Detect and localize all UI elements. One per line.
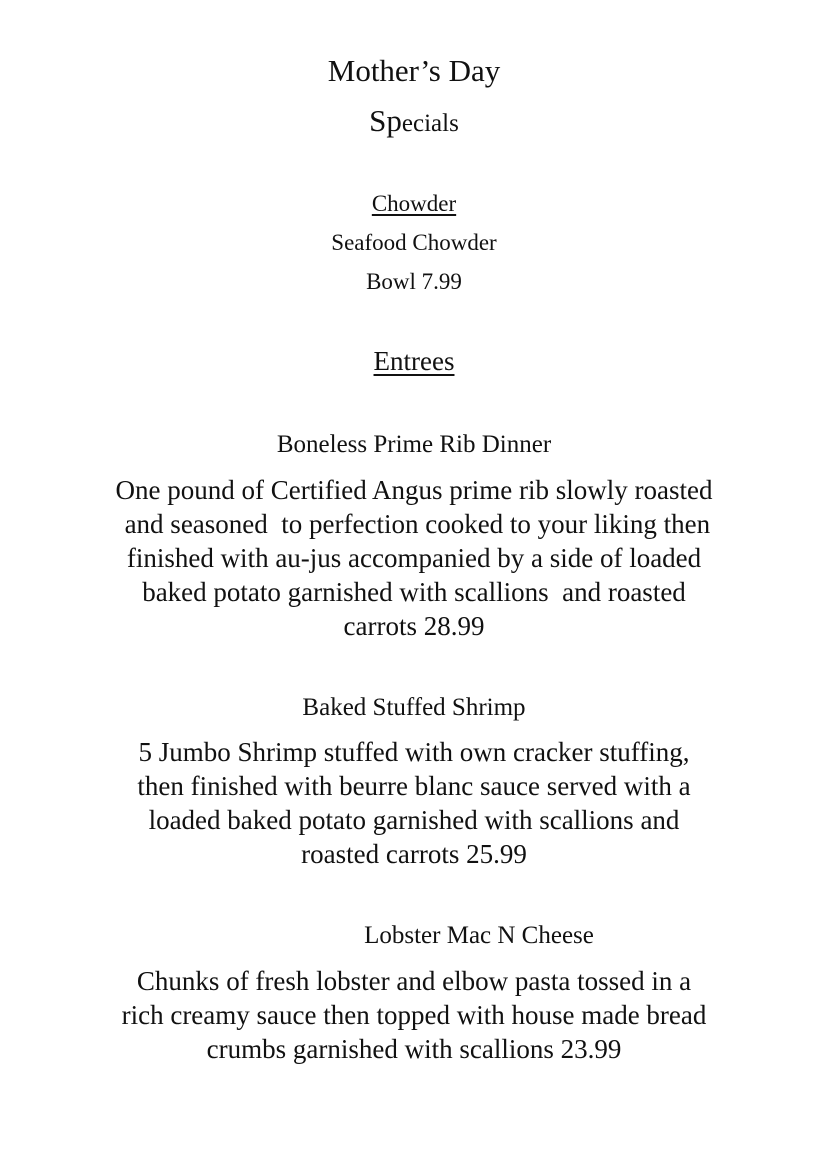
entree-title-stuffed-shrimp: Baked Stuffed Shrimp xyxy=(302,694,526,721)
page-title: Mother’s Day xyxy=(327,53,501,88)
entrees-heading: Entrees xyxy=(373,346,455,376)
entree-title-prime-rib: Boneless Prime Rib Dinner xyxy=(276,431,552,458)
chowder-item-price: Bowl 7.99 xyxy=(366,269,462,294)
description-line: Chunks of fresh lobster and elbow pasta tossed in a xyxy=(136,966,692,996)
description-line: loaded baked potato garnished with scallions and xyxy=(148,805,680,835)
description-line: crumbs garnished with scallions 23.99 xyxy=(206,1034,622,1064)
chowder-item-name: Seafood Chowder xyxy=(331,230,497,255)
entree-description-prime-rib xyxy=(0,473,828,643)
entree-title-lobster-mac: Lobster Mac N Cheese xyxy=(364,922,594,949)
description-line: and seasoned to perfection cooked to your liking then xyxy=(117,509,711,539)
description-line: carrots 28.99 xyxy=(343,611,485,641)
entree-description-stuffed-shrimp xyxy=(0,735,828,871)
description-line: baked potato garnished with scallions and roasted xyxy=(142,577,686,607)
subtitle-rest: ecials xyxy=(401,110,459,137)
description-line: then finished with beurre blanc sauce served with a xyxy=(137,771,691,801)
description-line: One pound of Certified Angus prime rib slowly roasted xyxy=(115,475,713,505)
description-line: finished with au-jus accompanied by a side of loaded xyxy=(126,543,702,573)
description-line: 5 Jumbo Shrimp stuffed with own cracker stuffing, xyxy=(138,737,690,767)
page-subtitle xyxy=(0,105,828,136)
description-line: roasted carrots 25.99 xyxy=(301,839,527,869)
chowder-heading: Chowder xyxy=(371,191,457,216)
subtitle-first-letters: Sp xyxy=(369,103,402,138)
description-line: rich creamy sauce then topped with house made bread xyxy=(121,1000,707,1030)
entree-description-lobster-mac xyxy=(0,964,828,1066)
